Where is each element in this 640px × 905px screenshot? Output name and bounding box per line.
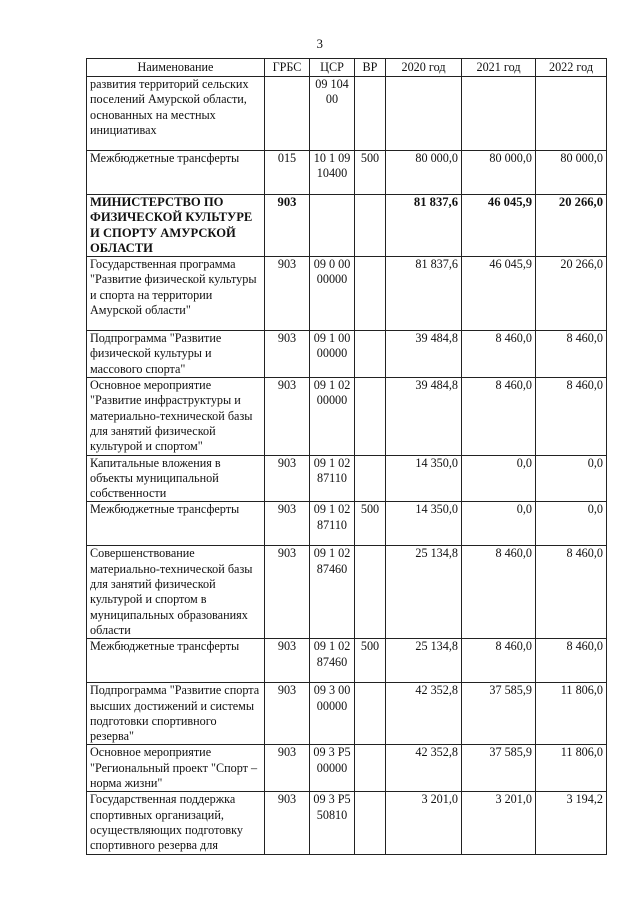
row-grbs-cell: 903 (265, 639, 310, 683)
row-name-cell: развития территорий сельских поселений Амурской области, основанных на местных инициативах (87, 77, 265, 151)
row-2022-cell: 0,0 (536, 502, 607, 546)
table-header-row (87, 59, 607, 77)
header-csr: ЦСР (310, 59, 355, 77)
row-2020-cell: 25 134,8 (386, 546, 462, 639)
row-2020-cell: 39 484,8 (386, 378, 462, 455)
row-name-cell: Подпрограмма "Развитие физической культуры и массового спорта" (87, 331, 265, 378)
row-2021-cell: 8 460,0 (462, 546, 536, 639)
row-2022-cell: 8 460,0 (536, 639, 607, 683)
row-csr-cell: 09 10400 (310, 77, 355, 151)
row-vr-cell (355, 683, 386, 745)
table-row (87, 455, 607, 502)
row-name-cell: Основное мероприятие "Развитие инфраструктуры и материально-технической базы для занятий физической культурой и спортом" (87, 378, 265, 455)
table-row (87, 195, 607, 257)
row-vr-cell: 500 (355, 502, 386, 546)
row-grbs-cell: 015 (265, 151, 310, 195)
budget-table (86, 58, 607, 855)
row-csr-cell: 10 1 09 10400 (310, 151, 355, 195)
row-2021-cell: 8 460,0 (462, 378, 536, 455)
row-csr-cell: 09 0 00 00000 (310, 257, 355, 331)
row-grbs-cell: 903 (265, 257, 310, 331)
row-csr-cell: 09 1 02 87110 (310, 502, 355, 546)
header-grbs: ГРБС (265, 59, 310, 77)
row-name-cell: Межбюджетные трансферты (87, 639, 265, 683)
row-csr-cell (310, 195, 355, 257)
row-2022-cell: 0,0 (536, 455, 607, 502)
row-2021-cell: 37 585,9 (462, 745, 536, 792)
table-row (87, 745, 607, 792)
row-grbs-cell: 903 (265, 195, 310, 257)
table-row (87, 77, 607, 151)
table-body (87, 77, 607, 855)
row-csr-cell: 09 1 02 00000 (310, 378, 355, 455)
row-2021-cell (462, 77, 536, 151)
row-2020-cell: 42 352,8 (386, 683, 462, 745)
row-2020-cell: 14 350,0 (386, 455, 462, 502)
row-2021-cell: 0,0 (462, 502, 536, 546)
table-row (87, 792, 607, 854)
row-csr-cell: 09 1 02 87110 (310, 455, 355, 502)
page-number: 3 (316, 36, 324, 51)
row-csr-cell: 09 1 00 00000 (310, 331, 355, 378)
row-2020-cell: 39 484,8 (386, 331, 462, 378)
row-vr-cell (355, 378, 386, 455)
table-row (87, 502, 607, 546)
row-name-cell: Межбюджетные трансферты (87, 151, 265, 195)
row-grbs-cell: 903 (265, 502, 310, 546)
row-2021-cell: 37 585,9 (462, 683, 536, 745)
row-csr-cell: 09 3 P5 00000 (310, 745, 355, 792)
header-name: Наименование (87, 59, 265, 77)
row-vr-cell: 500 (355, 151, 386, 195)
row-name-cell: МИНИСТЕРСТВО ПО ФИЗИЧЕСКОЙ КУЛЬТУРЕ И СПОРТУ АМУРСКОЙ ОБЛАСТИ (87, 195, 265, 257)
row-vr-cell (355, 792, 386, 854)
row-2022-cell: 11 806,0 (536, 745, 607, 792)
row-2022-cell: 11 806,0 (536, 683, 607, 745)
row-grbs-cell: 903 (265, 331, 310, 378)
row-name-cell: Совершенствование материально-технической базы для занятий физической культурой и спортом в муниципальных образованиях области (87, 546, 265, 639)
row-2021-cell: 8 460,0 (462, 639, 536, 683)
row-2020-cell: 3 201,0 (386, 792, 462, 854)
row-name-cell: Подпрограмма "Развитие спорта высших достижений и системы подготовки спортивного резерва" (87, 683, 265, 745)
header-vr: ВР (355, 59, 386, 77)
row-grbs-cell (265, 77, 310, 151)
row-name-cell: Государственная поддержка спортивных организаций, осуществляющих подготовку спортивного резерва для (87, 792, 265, 854)
row-grbs-cell: 903 (265, 745, 310, 792)
row-2022-cell: 20 266,0 (536, 257, 607, 331)
row-vr-cell: 500 (355, 639, 386, 683)
row-name-cell: Государственная программа "Развитие физической культуры и спорта на территории Амурской области" (87, 257, 265, 331)
table-row (87, 378, 607, 455)
table-row (87, 151, 607, 195)
row-2021-cell: 46 045,9 (462, 257, 536, 331)
row-name-cell: Капитальные вложения в объекты муниципальной собственности (87, 455, 265, 502)
table-row (87, 683, 607, 745)
row-2022-cell: 8 460,0 (536, 546, 607, 639)
row-2020-cell: 81 837,6 (386, 195, 462, 257)
row-grbs-cell: 903 (265, 792, 310, 854)
row-2020-cell: 14 350,0 (386, 502, 462, 546)
row-grbs-cell: 903 (265, 683, 310, 745)
row-grbs-cell: 903 (265, 378, 310, 455)
row-vr-cell (355, 331, 386, 378)
row-2020-cell: 81 837,6 (386, 257, 462, 331)
row-2020-cell: 42 352,8 (386, 745, 462, 792)
row-2021-cell: 46 045,9 (462, 195, 536, 257)
table-row (87, 257, 607, 331)
row-vr-cell (355, 195, 386, 257)
row-2021-cell: 8 460,0 (462, 331, 536, 378)
row-vr-cell (355, 546, 386, 639)
row-vr-cell (355, 745, 386, 792)
table-row (87, 546, 607, 639)
header-2021: 2021 год (462, 59, 536, 77)
row-vr-cell (355, 257, 386, 331)
row-2022-cell: 8 460,0 (536, 331, 607, 378)
row-2022-cell: 20 266,0 (536, 195, 607, 257)
row-vr-cell (355, 77, 386, 151)
row-csr-cell: 09 3 00 00000 (310, 683, 355, 745)
row-2020-cell (386, 77, 462, 151)
row-2021-cell: 80 000,0 (462, 151, 536, 195)
row-2020-cell: 80 000,0 (386, 151, 462, 195)
row-grbs-cell: 903 (265, 546, 310, 639)
table-row (87, 331, 607, 378)
row-grbs-cell: 903 (265, 455, 310, 502)
row-2021-cell: 3 201,0 (462, 792, 536, 854)
header-2022: 2022 год (536, 59, 607, 77)
row-csr-cell: 09 1 02 87460 (310, 546, 355, 639)
row-2022-cell: 8 460,0 (536, 378, 607, 455)
row-2020-cell: 25 134,8 (386, 639, 462, 683)
row-name-cell: Основное мероприятие "Региональный проект "Спорт – норма жизни" (87, 745, 265, 792)
row-csr-cell: 09 3 P5 50810 (310, 792, 355, 854)
row-name-cell: Межбюджетные трансферты (87, 502, 265, 546)
row-2022-cell: 80 000,0 (536, 151, 607, 195)
row-csr-cell: 09 1 02 87460 (310, 639, 355, 683)
row-2022-cell (536, 77, 607, 151)
row-2022-cell: 3 194,2 (536, 792, 607, 854)
row-2021-cell: 0,0 (462, 455, 536, 502)
header-2020: 2020 год (386, 59, 462, 77)
row-vr-cell (355, 455, 386, 502)
table-row (87, 639, 607, 683)
